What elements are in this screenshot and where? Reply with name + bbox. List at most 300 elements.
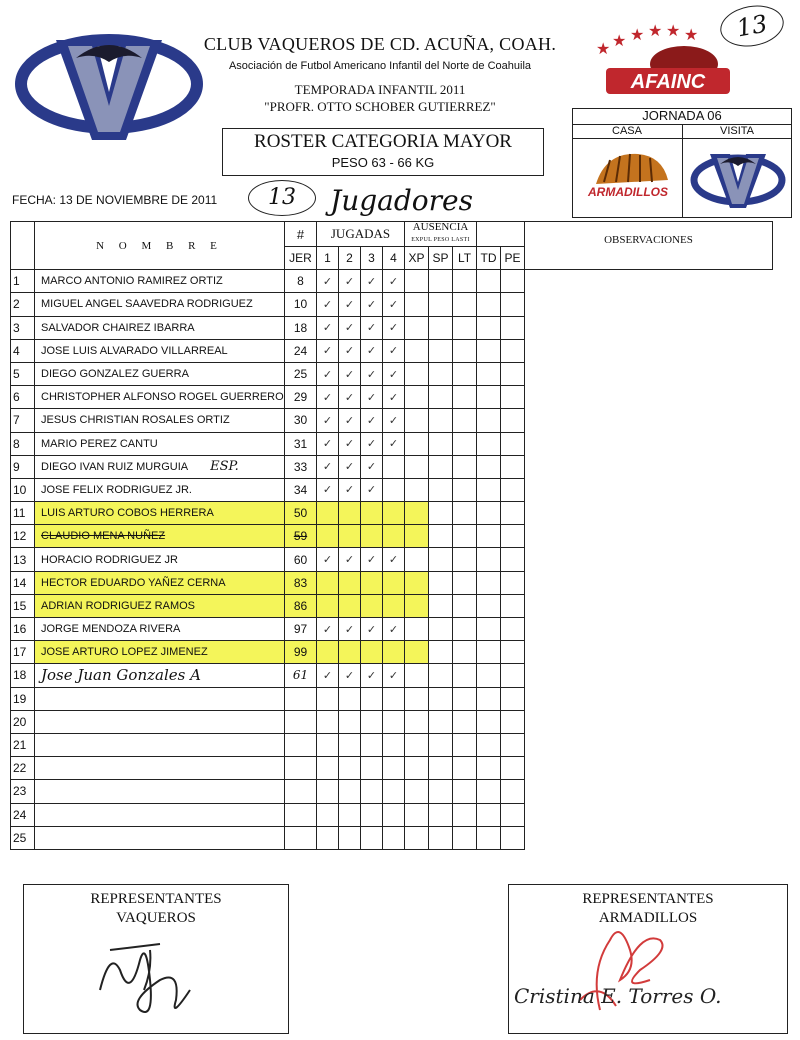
- handwritten-jugadores: Jugadores: [330, 184, 473, 217]
- ausencia-cell: [501, 594, 525, 617]
- ausencia-cell: [477, 548, 501, 571]
- ausencia-cell: [501, 362, 525, 385]
- td-header: TD: [477, 247, 501, 270]
- ausencia-cell: [453, 362, 477, 385]
- ausencia-cell: [405, 386, 429, 409]
- ausencia-cell: [453, 316, 477, 339]
- observaciones-column: [525, 222, 773, 270]
- ausencia-cell: [429, 432, 453, 455]
- ausencia-cell: [429, 618, 453, 641]
- ausencia-cell: [429, 803, 453, 826]
- jugada-4-mark: ✓: [383, 548, 405, 571]
- player-name: HORACIO RODRIGUEZ JR: [41, 553, 178, 566]
- row-number: 22: [11, 757, 35, 780]
- ausencia-cell: [477, 409, 501, 432]
- jugada-2-mark: [339, 780, 361, 803]
- ausencia-cell: [405, 780, 429, 803]
- handwritten-corner-number: 13: [717, 1, 787, 52]
- ausencia-cell: [477, 664, 501, 687]
- jugada-2-mark: ✓: [339, 664, 361, 687]
- ausencia-cell: [429, 362, 453, 385]
- roster-title: ROSTER CATEGORIA MAYOR: [254, 131, 512, 152]
- jugada-3-mark: [361, 641, 383, 664]
- ausencia-cell: [477, 826, 501, 849]
- jugada-2-mark: ✓: [339, 409, 361, 432]
- jersey-number: [285, 710, 317, 733]
- table-row: [11, 525, 773, 548]
- ausencia-cell: [453, 687, 477, 710]
- row-number: 9: [11, 455, 35, 478]
- ausencia-cell: [477, 270, 501, 293]
- ausencia-cell: [501, 502, 525, 525]
- ausencia-cell: [477, 525, 501, 548]
- roster-table: [10, 221, 773, 850]
- jugada-3-mark: ✓: [361, 432, 383, 455]
- jersey-number: [285, 803, 317, 826]
- jugada-3-mark: ✓: [361, 548, 383, 571]
- jersey-number: 61: [285, 664, 317, 687]
- jugada-2-mark: [339, 594, 361, 617]
- table-row: [11, 502, 773, 525]
- table-row: [11, 803, 773, 826]
- ausencia-cell: [405, 455, 429, 478]
- ausencia-cell: [453, 525, 477, 548]
- table-row: [11, 571, 773, 594]
- ausencia-cell: [453, 710, 477, 733]
- jugada-4-mark: [383, 687, 405, 710]
- player-note: ESP.: [210, 459, 239, 475]
- ausencia-cell: [501, 571, 525, 594]
- visitor-vaqueros-logo: [690, 146, 786, 212]
- svg-text:★: ★: [666, 24, 681, 40]
- jersey-number: [285, 757, 317, 780]
- table-row: [11, 316, 773, 339]
- svg-text:★: ★: [596, 39, 611, 58]
- jugada-2-mark: ✓: [339, 432, 361, 455]
- ausencia-cell: [453, 455, 477, 478]
- jugadas-header: JUGADAS: [317, 222, 405, 247]
- jugada-1-mark: [317, 733, 339, 756]
- jugada-3-header: 3: [361, 247, 383, 270]
- roster-weight: PESO 63 - 66 KG: [331, 155, 435, 170]
- armadillos-rep-title-2: ARMADILLOS: [598, 910, 698, 926]
- ausencia-cell: [405, 687, 429, 710]
- ausencia-cell: [429, 455, 453, 478]
- ausencia-cell: [477, 455, 501, 478]
- row-number: 25: [11, 826, 35, 849]
- jugada-2-mark: [339, 710, 361, 733]
- row-number: 18: [11, 664, 35, 687]
- ausencia-cell: [429, 780, 453, 803]
- jugada-4-mark: ✓: [383, 618, 405, 641]
- jugada-3-mark: [361, 780, 383, 803]
- ausencia-cell: [453, 270, 477, 293]
- jugada-1-mark: ✓: [317, 478, 339, 501]
- ausencia-cell: [501, 525, 525, 548]
- ausencia-cell: [477, 594, 501, 617]
- jugada-1-mark: [317, 641, 339, 664]
- ausencia-cell: [429, 664, 453, 687]
- jugada-1-mark: [317, 687, 339, 710]
- row-number: 5: [11, 362, 35, 385]
- player-name-cell: [35, 594, 285, 617]
- nombre-header: N O M B R E: [35, 222, 285, 270]
- jugada-4-mark: ✓: [383, 409, 405, 432]
- ausencia-cell: [501, 409, 525, 432]
- jugada-1-mark: ✓: [317, 618, 339, 641]
- player-name-cell: [35, 270, 285, 293]
- player-name-cell: [35, 757, 285, 780]
- player-name-cell: [35, 455, 285, 478]
- ausencia-cell: [405, 270, 429, 293]
- ausencia-cell: [501, 757, 525, 780]
- observaciones-header: OBSERVACIONES: [604, 234, 693, 246]
- lt-header: LT: [453, 247, 477, 270]
- player-name: MARCO ANTONIO RAMIREZ ORTIZ: [41, 275, 223, 288]
- jugada-3-mark: ✓: [361, 409, 383, 432]
- jugada-1-mark: ✓: [317, 270, 339, 293]
- jugada-3-mark: ✓: [361, 386, 383, 409]
- player-name-cell: [35, 641, 285, 664]
- jersey-number: 29: [285, 386, 317, 409]
- ausencia-cell: [501, 293, 525, 316]
- table-row: [11, 664, 773, 687]
- player-name-cell: [35, 409, 285, 432]
- row-number: 13: [11, 548, 35, 571]
- ausencia-cell: [477, 780, 501, 803]
- ausencia-cell: [429, 293, 453, 316]
- jugada-2-mark: [339, 757, 361, 780]
- jugada-4-mark: [383, 502, 405, 525]
- jersey-number: 50: [285, 502, 317, 525]
- jugada-4-mark: [383, 478, 405, 501]
- table-row: [11, 548, 773, 571]
- jugada-1-header: 1: [317, 247, 339, 270]
- jersey-number: 59: [285, 525, 317, 548]
- ausencia-cell: [501, 432, 525, 455]
- jugada-2-mark: ✓: [339, 618, 361, 641]
- jersey-number: 97: [285, 618, 317, 641]
- player-name: JOSE FELIX RODRIGUEZ JR.: [41, 483, 192, 496]
- jersey-number: 33: [285, 455, 317, 478]
- table-row: [11, 641, 773, 664]
- visita-label: VISITA: [719, 125, 755, 137]
- jer-header: JER: [285, 247, 317, 270]
- ausencia-cell: [429, 826, 453, 849]
- svg-text:★: ★: [612, 31, 627, 50]
- row-number: 24: [11, 803, 35, 826]
- ausencia-cell: [453, 803, 477, 826]
- ausencia-cell: [453, 664, 477, 687]
- player-name: JOSE ARTURO LOPEZ JIMENEZ: [41, 646, 208, 659]
- row-number: 11: [11, 502, 35, 525]
- player-name-cell: [35, 339, 285, 362]
- jugada-2-mark: [339, 525, 361, 548]
- jugada-1-mark: ✓: [317, 455, 339, 478]
- jugada-1-mark: ✓: [317, 409, 339, 432]
- player-name-cell: [35, 316, 285, 339]
- ausencia-cell: [501, 687, 525, 710]
- casa-label: CASA: [612, 125, 642, 137]
- ausencia-cell: [501, 386, 525, 409]
- ausencia-cell: [477, 641, 501, 664]
- ausencia-label: AUSENCIA: [412, 221, 469, 233]
- row-number: 15: [11, 594, 35, 617]
- sp-header: SP: [429, 247, 453, 270]
- ausencia-cell: [477, 339, 501, 362]
- player-name: Jose Juan Gonzales A: [41, 666, 201, 685]
- jugada-4-mark: [383, 757, 405, 780]
- jugada-3-mark: [361, 525, 383, 548]
- ausencia-cell: [477, 733, 501, 756]
- jugada-4-mark: ✓: [383, 339, 405, 362]
- ausencia-cell: [405, 826, 429, 849]
- ausencia-cell: [453, 339, 477, 362]
- player-name-cell: [35, 780, 285, 803]
- ausencia-cell: [501, 826, 525, 849]
- table-row: [11, 362, 773, 385]
- jugada-1-mark: ✓: [317, 548, 339, 571]
- jugada-2-mark: ✓: [339, 548, 361, 571]
- jersey-number: 60: [285, 548, 317, 571]
- ausencia-cell: [501, 316, 525, 339]
- ausencia-cell: [429, 502, 453, 525]
- jugada-1-mark: ✓: [317, 386, 339, 409]
- ausencia-cell: [477, 478, 501, 501]
- jersey-number: [285, 687, 317, 710]
- ausencia-cell: [405, 316, 429, 339]
- jugada-4-mark: ✓: [383, 316, 405, 339]
- ausencia-header: [405, 222, 477, 247]
- player-name-cell: [35, 826, 285, 849]
- ausencia-cell: [405, 757, 429, 780]
- ausencia-cell: [405, 432, 429, 455]
- table-row: [11, 409, 773, 432]
- ausencia-cell: [477, 710, 501, 733]
- player-name-cell: [35, 710, 285, 733]
- ausencia-cell: [405, 733, 429, 756]
- table-row: [11, 733, 773, 756]
- jugada-2-mark: ✓: [339, 339, 361, 362]
- ausencia-cell: [501, 664, 525, 687]
- player-name: CLAUDIO MENA NUÑEZ: [41, 530, 166, 543]
- jugada-4-header: 4: [383, 247, 405, 270]
- ausencia-cell: [405, 803, 429, 826]
- jugada-3-mark: [361, 803, 383, 826]
- vaqueros-rep-title-2: VAQUEROS: [116, 910, 196, 926]
- ausencia-cell: [405, 548, 429, 571]
- ausencia-cell: [429, 386, 453, 409]
- row-number: 7: [11, 409, 35, 432]
- player-name-cell: [35, 571, 285, 594]
- jersey-number: 99: [285, 641, 317, 664]
- jugada-2-mark: ✓: [339, 270, 361, 293]
- jugada-1-mark: [317, 502, 339, 525]
- jugada-3-mark: ✓: [361, 455, 383, 478]
- ausencia-cell: [453, 826, 477, 849]
- ausencia-cell: [405, 641, 429, 664]
- ausencia-cell: [477, 432, 501, 455]
- jugada-1-mark: ✓: [317, 316, 339, 339]
- ausencia-cell: [453, 293, 477, 316]
- jugada-1-mark: [317, 525, 339, 548]
- blank-header-cell: [477, 222, 525, 247]
- jugada-3-mark: ✓: [361, 316, 383, 339]
- ausencia-sublabel: EXPUL PESO LASTI: [411, 237, 470, 243]
- player-name-cell: [35, 293, 285, 316]
- ausencia-cell: [477, 316, 501, 339]
- jugada-3-mark: [361, 826, 383, 849]
- row-number: 4: [11, 339, 35, 362]
- ausencia-cell: [477, 757, 501, 780]
- table-row: [11, 710, 773, 733]
- jugada-1-mark: [317, 803, 339, 826]
- jugada-1-mark: [317, 594, 339, 617]
- ausencia-cell: [477, 687, 501, 710]
- jugada-1-mark: [317, 757, 339, 780]
- player-name: JOSE LUIS ALVARADO VILLARREAL: [41, 344, 228, 357]
- row-number: 19: [11, 687, 35, 710]
- xp-header: XP: [405, 247, 429, 270]
- jugada-2-mark: [339, 502, 361, 525]
- season-line: TEMPORADA INFANTIL 2011: [294, 82, 466, 97]
- vaqueros-rep-title-1: REPRESENTANTES: [90, 891, 222, 907]
- ausencia-cell: [453, 641, 477, 664]
- pe-header: PE: [501, 247, 525, 270]
- row-number: 8: [11, 432, 35, 455]
- player-name-cell: [35, 386, 285, 409]
- jugada-2-mark: [339, 826, 361, 849]
- ausencia-cell: [477, 571, 501, 594]
- jugada-3-mark: [361, 594, 383, 617]
- jugada-3-mark: [361, 571, 383, 594]
- armadillos-rep-title-1: REPRESENTANTES: [582, 891, 714, 907]
- jersey-number: [285, 780, 317, 803]
- jugada-4-mark: ✓: [383, 362, 405, 385]
- jugada-3-mark: ✓: [361, 618, 383, 641]
- jugada-3-mark: ✓: [361, 478, 383, 501]
- hash-header: #: [285, 222, 317, 247]
- player-name-cell: [35, 432, 285, 455]
- player-name-cell: [35, 687, 285, 710]
- player-name: ADRIAN RODRIGUEZ RAMOS: [41, 599, 196, 612]
- jersey-number: 83: [285, 571, 317, 594]
- table-row: [11, 293, 773, 316]
- player-name: JORGE MENDOZA RIVERA: [41, 623, 181, 636]
- jersey-number: 8: [285, 270, 317, 293]
- ausencia-cell: [501, 641, 525, 664]
- player-name: JESUS CHRISTIAN ROSALES ORTIZ: [41, 414, 230, 427]
- jugada-1-mark: [317, 710, 339, 733]
- jugada-2-mark: ✓: [339, 478, 361, 501]
- jugada-4-mark: [383, 803, 405, 826]
- player-name: CHRISTOPHER ALFONSO ROGEL GUERRERO: [41, 391, 284, 404]
- player-name: HECTOR EDUARDO YAÑEZ CERNA: [41, 576, 226, 589]
- player-name: LUIS ARTURO COBOS HERRERA: [41, 507, 214, 520]
- player-name: MIGUEL ANGEL SAAVEDRA RODRIGUEZ: [41, 298, 253, 311]
- ausencia-cell: [453, 502, 477, 525]
- ausencia-cell: [453, 478, 477, 501]
- table-row: [11, 270, 773, 293]
- jersey-number: 30: [285, 409, 317, 432]
- ausencia-cell: [477, 362, 501, 385]
- jornada-line: [572, 138, 792, 139]
- jugada-3-mark: ✓: [361, 293, 383, 316]
- ausencia-cell: [405, 478, 429, 501]
- player-name-cell: [35, 525, 285, 548]
- jugada-2-mark: [339, 687, 361, 710]
- jugada-4-mark: [383, 780, 405, 803]
- jugada-3-mark: ✓: [361, 339, 383, 362]
- ausencia-cell: [477, 618, 501, 641]
- ausencia-cell: [501, 270, 525, 293]
- ausencia-cell: [501, 339, 525, 362]
- jugada-3-mark: ✓: [361, 664, 383, 687]
- row-number: 20: [11, 710, 35, 733]
- player-name-cell: [35, 803, 285, 826]
- ausencia-cell: [501, 733, 525, 756]
- jugada-2-mark: ✓: [339, 386, 361, 409]
- ausencia-cell: [501, 455, 525, 478]
- jersey-number: 25: [285, 362, 317, 385]
- armadillos-text: ARMADILLOS: [588, 185, 668, 199]
- row-number: 3: [11, 316, 35, 339]
- table-row: [11, 687, 773, 710]
- ausencia-cell: [429, 270, 453, 293]
- jugada-4-mark: ✓: [383, 664, 405, 687]
- jugada-3-mark: [361, 502, 383, 525]
- ausencia-cell: [501, 710, 525, 733]
- ausencia-cell: [405, 362, 429, 385]
- ausencia-cell: [453, 780, 477, 803]
- table-row: [11, 432, 773, 455]
- jugada-2-mark: [339, 733, 361, 756]
- jugada-1-mark: [317, 571, 339, 594]
- ausencia-cell: [405, 710, 429, 733]
- ausencia-cell: [453, 571, 477, 594]
- jugada-4-mark: ✓: [383, 432, 405, 455]
- ausencia-cell: [453, 594, 477, 617]
- jugada-1-mark: ✓: [317, 664, 339, 687]
- ausencia-cell: [453, 386, 477, 409]
- jugada-1-mark: ✓: [317, 339, 339, 362]
- row-number: 14: [11, 571, 35, 594]
- row-number: 1: [11, 270, 35, 293]
- jugada-2-mark: [339, 571, 361, 594]
- game-date: FECHA: 13 DE NOVIEMBRE DE 2011: [12, 193, 218, 207]
- ausencia-cell: [453, 757, 477, 780]
- ausencia-cell: [477, 502, 501, 525]
- player-name-cell: [35, 502, 285, 525]
- jugada-2-mark: [339, 641, 361, 664]
- svg-text:★: ★: [648, 24, 663, 40]
- table-row: [11, 386, 773, 409]
- ausencia-cell: [453, 432, 477, 455]
- roster-body: [11, 270, 773, 850]
- jugada-4-mark: ✓: [383, 293, 405, 316]
- table-row: [11, 478, 773, 501]
- jugada-4-mark: [383, 594, 405, 617]
- svg-text:★: ★: [630, 25, 645, 44]
- jugada-3-mark: [361, 757, 383, 780]
- row-number: 2: [11, 293, 35, 316]
- jugada-2-mark: ✓: [339, 316, 361, 339]
- ausencia-cell: [429, 571, 453, 594]
- jugada-4-mark: [383, 733, 405, 756]
- player-name-cell: [35, 362, 285, 385]
- table-row: [11, 594, 773, 617]
- ausencia-cell: [453, 733, 477, 756]
